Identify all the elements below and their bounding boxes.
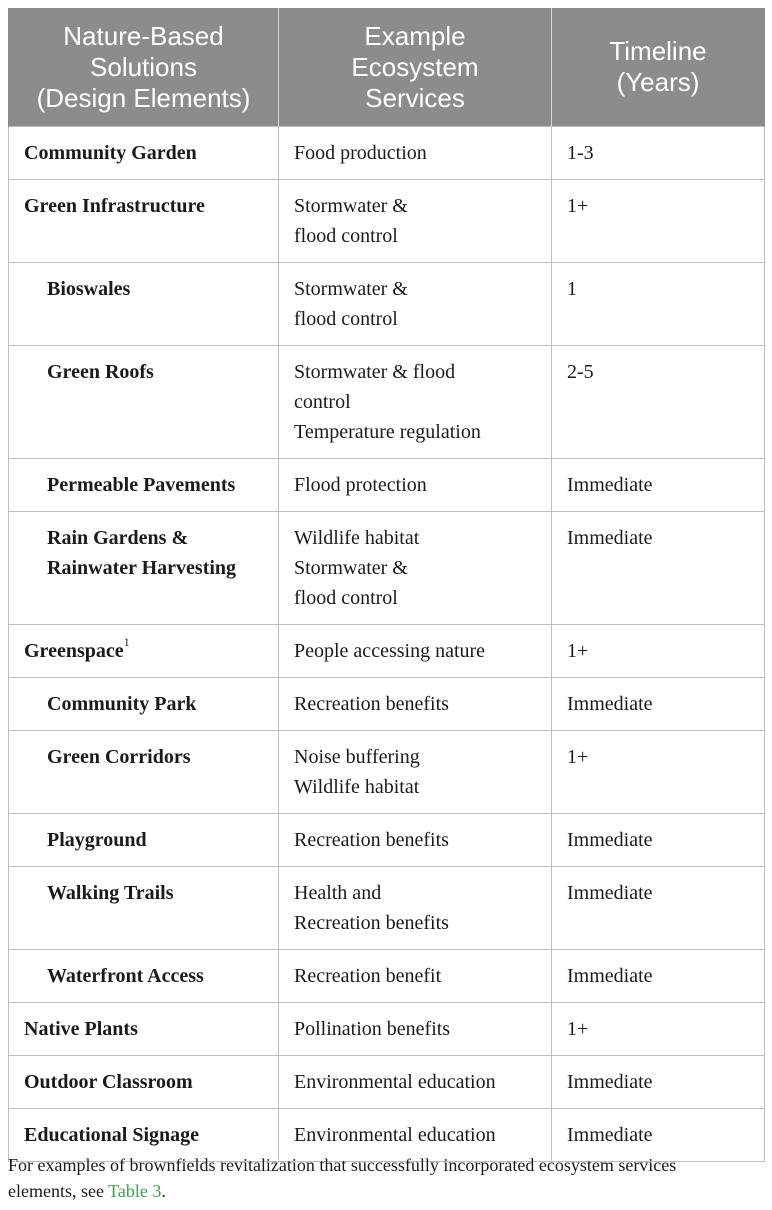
ecosystem-service-line: Wildlife habitat [294,776,420,798]
table-row [9,180,765,263]
table-header [9,8,765,127]
design-element-cell [9,127,279,180]
timeline-cell: Immediate [552,867,765,950]
footnote-line-1: For examples of brownfields revitalization that successfully incorporated ecosystem services [8,1155,677,1175]
timeline-cell: Immediate [552,1056,765,1109]
table-body [9,127,765,1162]
header-example-ecosystem-services [279,8,552,127]
design-element-name: Playground [47,829,147,851]
ecosystem-service-line: flood control [294,587,398,609]
header-line: Example [364,20,466,51]
header-line: (Design Elements) [36,82,251,113]
table-footnote [8,1152,768,1204]
design-element-cell [9,814,279,867]
ecosystem-services-table-container [8,8,764,1162]
table-row [9,867,765,950]
design-element-cell [9,180,279,263]
table-row [9,814,765,867]
ecosystem-service-line: Stormwater & [294,195,408,217]
design-element-name: Rainwater Harvesting [47,557,237,579]
ecosystem-services-cell [279,625,552,678]
ecosystem-services-cell [279,127,552,180]
table-3-link[interactable]: Table 3 [108,1181,162,1201]
design-element-cell [9,625,279,678]
ecosystem-service-line: flood control [294,225,398,247]
header-timeline [552,8,765,127]
header-row [9,8,765,127]
ecosystem-service-line: Pollination benefits [294,1018,451,1040]
header-line: Services [365,82,465,113]
table-row [9,950,765,1003]
ecosystem-service-line: control [294,391,351,413]
ecosystem-services-cell [279,459,552,512]
timeline-cell: 1-3 [552,127,765,180]
header-line: Solutions [90,51,197,82]
ecosystem-service-line: Environmental education [294,1071,496,1093]
ecosystem-service-line: Noise buffering [294,746,420,768]
design-element-name: Native Plants [24,1018,138,1040]
design-element-cell [9,263,279,346]
table-row [9,263,765,346]
ecosystem-service-line: Recreation benefits [294,693,449,715]
table-row [9,1003,765,1056]
design-element-name: Community Garden [24,142,197,164]
design-element-name: Bioswales [47,278,131,300]
ecosystem-service-line: Stormwater & flood [294,361,456,383]
design-element-cell [9,950,279,1003]
timeline-cell: Immediate [552,950,765,1003]
timeline-cell: Immediate [552,814,765,867]
ecosystem-services-cell [279,814,552,867]
design-element-cell [9,1056,279,1109]
ecosystem-service-line: Health and [294,882,382,904]
header-nature-based-solutions [9,8,279,127]
ecosystem-service-line: Recreation benefits [294,912,449,934]
table-row [9,459,765,512]
header-line: Timeline [609,36,707,66]
timeline-cell: 1+ [552,180,765,263]
design-element-cell [9,459,279,512]
design-element-name: Green Infrastructure [24,195,205,217]
ecosystem-service-line: Stormwater & [294,557,408,579]
header-line: Ecosystem [351,51,479,82]
table-row [9,127,765,180]
ecosystem-services-cell [279,731,552,814]
design-element-cell [9,1003,279,1056]
table-row [9,512,765,625]
timeline-cell: 1+ [552,1003,765,1056]
timeline-cell: Immediate [552,678,765,731]
timeline-cell: 1 [552,263,765,346]
table-row [9,625,765,678]
design-element-cell [9,346,279,459]
design-element-name: Rain Gardens & [47,527,189,549]
design-element-name: Outdoor Classroom [24,1071,193,1093]
ecosystem-service-line: Environmental education [294,1124,496,1146]
design-element-name: Educational Signage [24,1124,200,1146]
ecosystem-service-line: Temperature regulation [294,421,481,443]
ecosystem-services-cell [279,678,552,731]
ecosystem-services-cell [279,867,552,950]
header-line: Nature-Based [63,20,224,51]
timeline-cell: 1+ [552,625,765,678]
footnote-marker: 1 [123,635,130,650]
timeline-cell: Immediate [552,512,765,625]
ecosystem-services-cell [279,263,552,346]
timeline-cell: Immediate [552,459,765,512]
ecosystem-services-table [8,8,765,1162]
ecosystem-service-line: Recreation benefits [294,829,449,851]
table-row [9,678,765,731]
ecosystem-services-cell [279,512,552,625]
timeline-cell: Immediate [552,1109,765,1162]
header-line: (Years) [616,67,700,97]
footnote-line-2-suffix: . [161,1181,166,1201]
timeline-cell: 1+ [552,731,765,814]
ecosystem-services-cell [279,950,552,1003]
design-element-name: Permeable Pavements [47,474,236,496]
design-element-name: Green Corridors [47,746,191,768]
table-row [9,346,765,459]
design-element-cell [9,867,279,950]
ecosystem-services-cell [279,346,552,459]
ecosystem-services-cell [279,1056,552,1109]
design-element-cell [9,678,279,731]
ecosystem-services-cell [279,180,552,263]
design-element-name: Green Roofs [47,361,154,383]
footnote-line-2-prefix: elements, see [8,1181,109,1201]
ecosystem-service-line: flood control [294,308,398,330]
design-element-name: Walking Trails [47,882,174,904]
ecosystem-service-line: Food production [294,142,427,164]
ecosystem-service-line: Stormwater & [294,278,408,300]
design-element-name: Community Park [47,693,197,715]
ecosystem-service-line: Recreation benefit [294,965,442,987]
ecosystem-service-line: Flood protection [294,474,427,496]
design-element-name: Waterfront Access [47,965,204,987]
ecosystem-services-cell [279,1003,552,1056]
timeline-cell: 2-5 [552,346,765,459]
design-element-cell [9,512,279,625]
table-row [9,1056,765,1109]
design-element-name: Greenspace [24,640,124,662]
table-row [9,731,765,814]
design-element-cell [9,731,279,814]
ecosystem-service-line: People accessing nature [294,640,486,662]
ecosystem-service-line: Wildlife habitat [294,527,420,549]
